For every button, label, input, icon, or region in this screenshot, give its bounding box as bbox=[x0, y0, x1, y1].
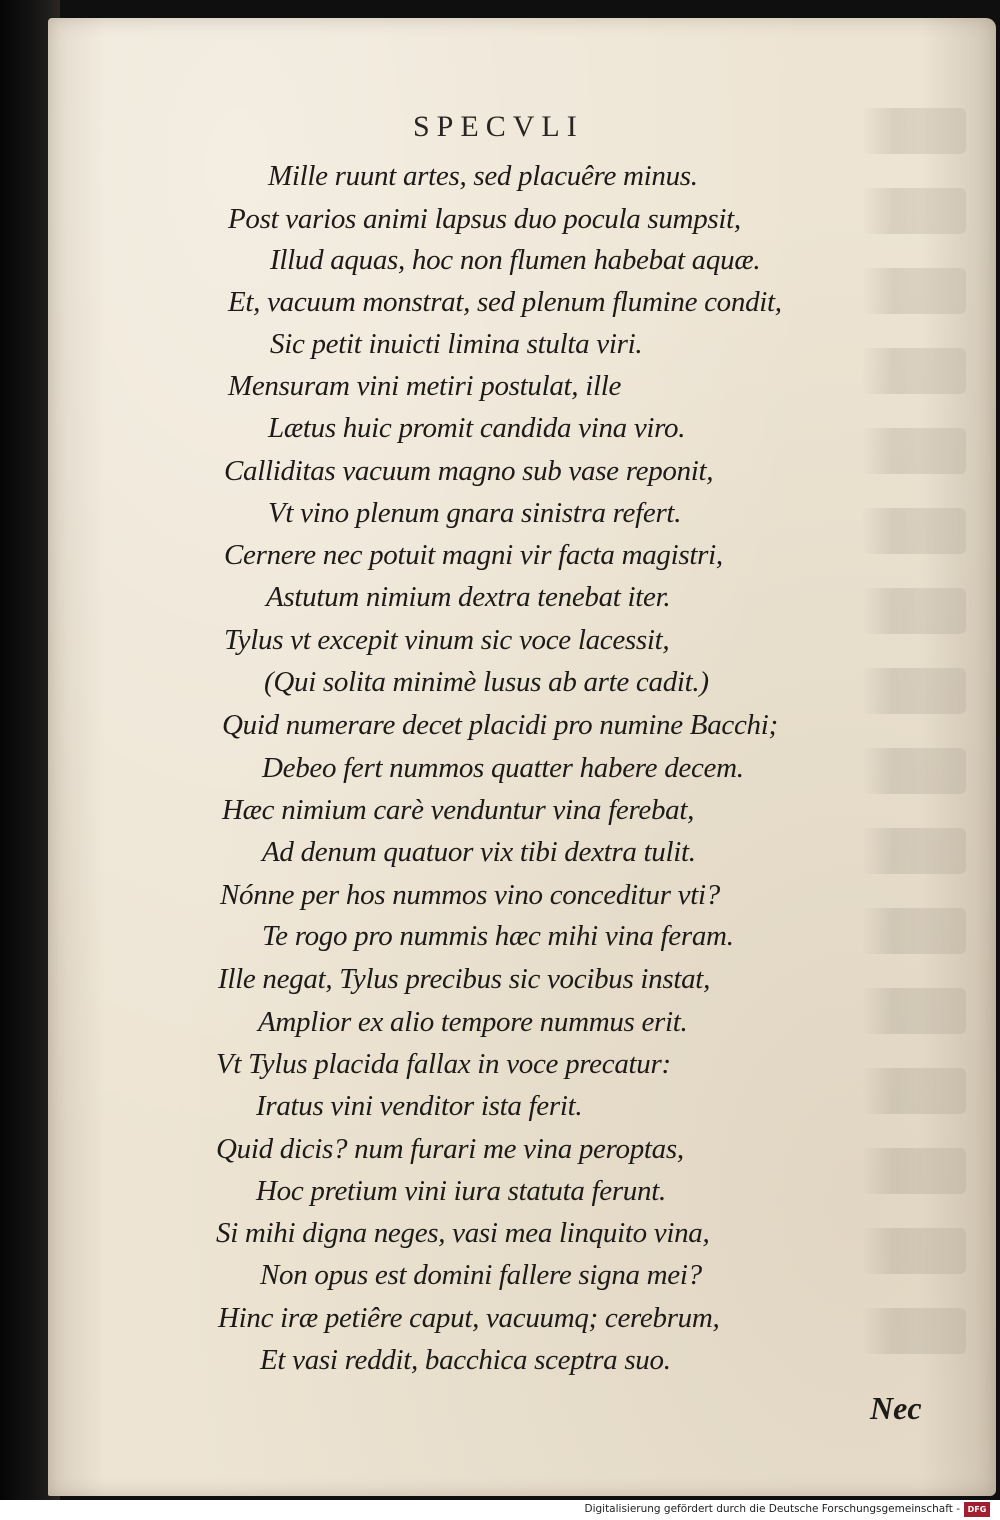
verse-line: (Qui solita minimè lusus ab arte cadit.) bbox=[264, 666, 709, 698]
verse-line: Non opus est domini fallere signa mei? bbox=[260, 1259, 702, 1291]
verse-line: Post varios animi lapsus duo pocula sumpsit, bbox=[228, 203, 741, 235]
verse-line: Tylus vt excepit vinum sic voce lacessit, bbox=[224, 624, 670, 656]
verse-line: Ille negat, Tylus precibus sic vocibus instat, bbox=[218, 963, 711, 995]
verse-line: Debeo fert nummos quatter habere decem. bbox=[262, 752, 744, 784]
catchword: Nec bbox=[870, 1390, 922, 1426]
verse-line: Calliditas vacuum magno sub vase reponit, bbox=[224, 455, 714, 487]
verse-line: Si mihi digna neges, vasi mea linquito vina, bbox=[216, 1217, 710, 1249]
verse-line: Astutum nimium dextra tenebat iter. bbox=[266, 581, 671, 613]
verse-line: Illud aquas, hoc non flumen habebat aquæ. bbox=[270, 244, 761, 276]
verse-line: Quid dicis? num furari me vina peroptas, bbox=[216, 1133, 684, 1165]
verse-line: Et vasi reddit, bacchica sceptra suo. bbox=[260, 1344, 671, 1376]
dfg-logo: DFG bbox=[964, 1502, 990, 1517]
verse-line: Hinc iræ petiêre caput, vacuumq; cerebrum, bbox=[218, 1302, 720, 1334]
verse-line: Et, vacuum monstrat, sed plenum flumine condit, bbox=[228, 286, 782, 318]
verse-line: Vt Tylus placida fallax in voce precatur: bbox=[216, 1048, 671, 1080]
verse-line: Lætus huic promit candida vina viro. bbox=[268, 412, 686, 444]
running-head: SPECVLI bbox=[413, 110, 584, 143]
verse-line: Nónne per hos nummos vino conceditur vti? bbox=[220, 879, 720, 911]
verse-line: Te rogo pro nummis hæc mihi vina feram. bbox=[262, 920, 734, 952]
verse-line: Mille ruunt artes, sed placuêre minus. bbox=[268, 160, 698, 192]
verse-line: Amplior ex alio tempore nummus erit. bbox=[258, 1006, 688, 1038]
verse-line: Hæc nimium carè venduntur vina ferebat, bbox=[222, 794, 695, 826]
verse-line: Quid numerare decet placidi pro numine Bacchi; bbox=[222, 709, 778, 741]
verse-line: Iratus vini venditor ista ferit. bbox=[256, 1090, 583, 1122]
verse-line: Hoc pretium vini iura statuta ferunt. bbox=[256, 1175, 666, 1207]
verse-line: Ad denum quatuor vix tibi dextra tulit. bbox=[262, 836, 696, 868]
verse-line: Sic petit inuicti limina stulta viri. bbox=[270, 328, 643, 360]
verse-line: Cernere nec potuit magni vir facta magistri, bbox=[224, 539, 723, 571]
funding-credit: Digitalisierung gefördert durch die Deutsche Forschungsgemeinschaft - bbox=[584, 1503, 960, 1515]
verse-line: Vt vino plenum gnara sinistra refert. bbox=[268, 497, 682, 529]
verse-line: Mensuram vini metiri postulat, ille bbox=[228, 370, 622, 402]
